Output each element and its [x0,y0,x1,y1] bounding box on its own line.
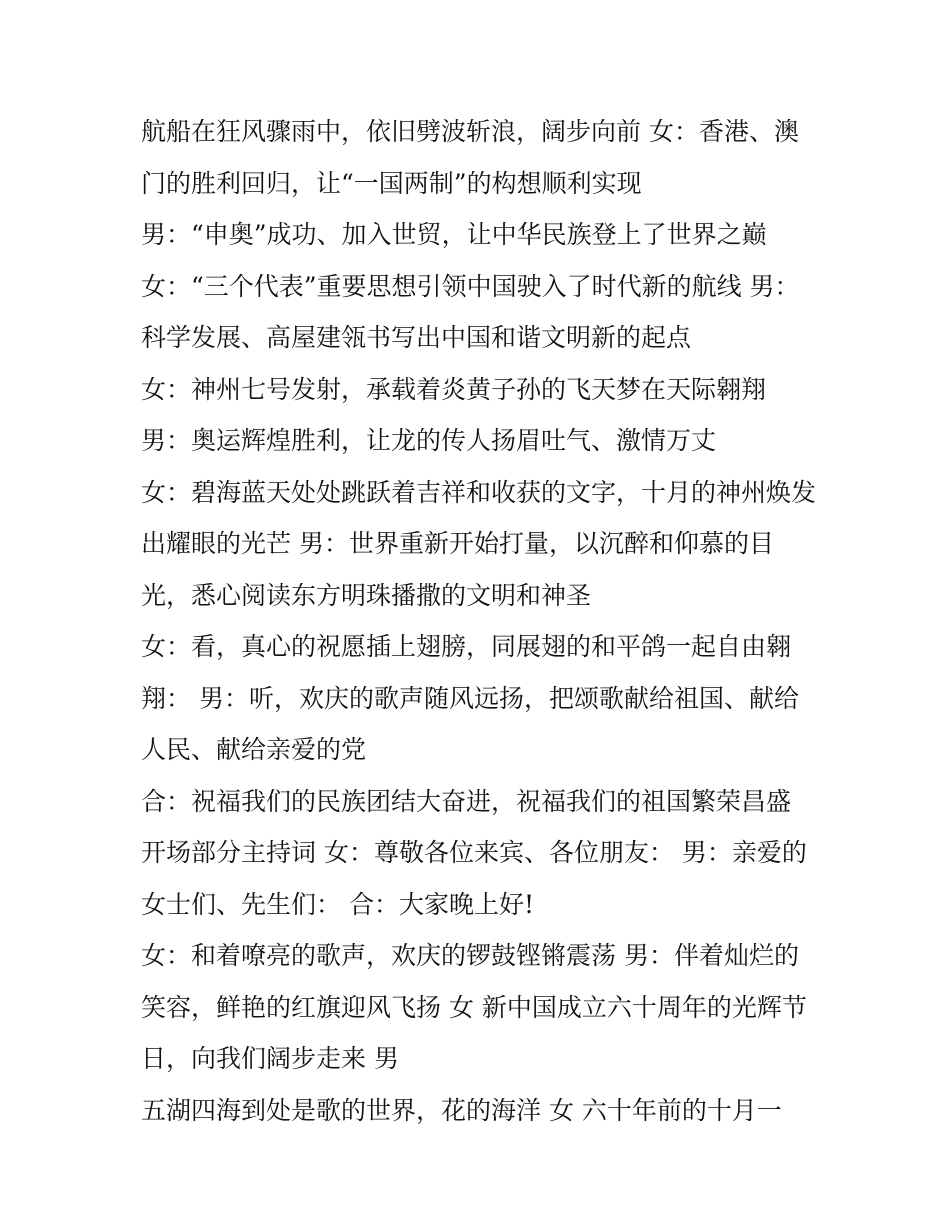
text-line: 门的胜利回归，让“一国两制”的构想顺利实现 [141,168,642,198]
text-line: 科学发展、高屋建瓴书写出中国和谐文明新的起点 [141,323,692,352]
text-line: 五湖四海到处是歌的世界，花的海洋 女 六十年前的十月一 [141,1095,782,1125]
text-line: 出耀眼的光芒 男：世界重新开始打量，以沉醉和仰慕的目 [141,529,774,558]
text-line: 开场部分主持词 女：尊敬各位来宾、各位朋友： 男：亲爱的 [141,838,807,867]
text-line: 翔： 男：听，欢庆的歌声随风远扬，把颂歌献给祖国、献给 [141,683,799,713]
text-line: 光，悉心阅读东方明珠播撒的文明和神圣 [141,580,592,610]
text-line: 女：“三个代表”重要思想引领中国驶入了时代新的航线 男： [141,271,800,301]
text-line: 女士们、先生们： 合：大家晚上好! [141,889,534,919]
text-line: 男：“申奥”成功、加入世贸，让中华民族登上了世界之巅 [141,220,767,249]
text-line: 男：奥运辉煌胜利，让龙的传人扬眉吐气、激情万丈 [141,426,717,455]
text-line: 日，向我们阔步走来 男 [141,1044,399,1073]
document-body [141,106,831,1136]
text-line: 人民、献给亲爱的党 [141,735,367,764]
text-line: 航船在狂风骤雨中，依旧劈波斩浪，阔步向前 女：香港、澳 [141,117,799,146]
text-line: 女：碧海蓝天处处跳跃着吉祥和收获的文字，十月的神州焕发 [141,477,817,507]
text-line: 笑容，鲜艳的红旗迎风飞扬 女 新中国成立六十周年的光辉节 [141,992,807,1022]
text-line: 女：看，真心的祝愿插上翅膀，同展翅的和平鸽一起自由翱 [141,632,792,661]
text-line: 女：和着嘹亮的歌声，欢庆的锣鼓铿锵震荡 男：伴着灿烂的 [141,941,799,970]
text-line: 合：祝福我们的民族团结大奋进，祝福我们的祖国繁荣昌盛 [141,786,792,816]
text-line: 女：神州七号发射，承载着炎黄子孙的飞天梦在天际翱翔 [141,374,767,404]
